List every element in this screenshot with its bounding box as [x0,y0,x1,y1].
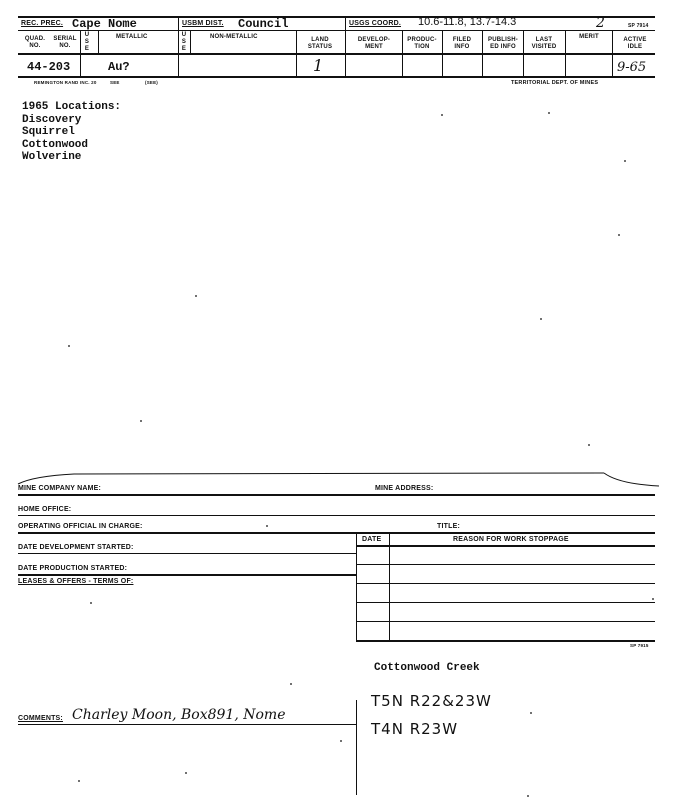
usgs-coord-value: 10.6-11.8, 13.7-14.3 [418,16,517,28]
land-status-value: 1 [313,56,324,75]
form-code-front: SP 7914 [628,23,649,29]
col-serial-no: SERIAL NO. [53,36,77,49]
mine-company-name-label: MINE COMPANY NAME: [18,485,102,492]
date-column-label: DATE [362,536,382,543]
quad-serial-value: 44-203 [27,60,71,74]
col-last-visited: LAST VISITED [531,37,557,50]
col-use-nonmetallic: U S E [181,32,187,52]
date-prod-started-label: DATE PRODUCTION STARTED: [18,565,128,572]
comments-label: COMMENTS: [18,715,63,722]
location-item: Wolverine [22,151,82,163]
home-office-label: HOME OFFICE: [18,506,72,513]
date-dev-started-label: DATE DEVELOPMENT STARTED: [18,544,134,551]
printer-code-2: (SEE) [145,80,159,85]
metallic-value: Au? [108,60,130,74]
printer-code-1: SEE [110,80,120,85]
location-item: Cottonwood [22,138,89,151]
operating-official-label: OPERATING OFFICIAL IN CHARGE: [18,523,143,530]
township-range-1: T5N R22&23W [371,692,492,710]
usbm-dist-label: USBM DIST. [182,20,224,27]
locations-block [22,101,121,164]
usgs-coord-label: USGS COORD. [349,20,401,27]
col-non-metallic: NON-METALLIC [210,34,258,40]
col-published-info: PUBLISH-ED INFO [488,37,518,50]
township-range-2: T4N R23W [371,720,459,738]
locations-title: 1965 Locations: [22,101,122,113]
torn-edge [14,470,664,490]
reason-column-label: REASON FOR WORK STOPPAGE [453,536,569,543]
col-land-status: LAND STATUS [307,37,333,50]
rec-prec-label: REC. PREC. [21,20,64,27]
mine-address-label: MINE ADDRESS: [375,485,434,492]
leases-offers-label: LEASES & OFFERS - TERMS OF: [18,578,134,585]
col-filed-info: FILED INFO [452,37,472,50]
location-item: Squirrel [22,126,75,138]
usbm-dist-value: Council [238,17,289,31]
form-code-back: SP 7915 [630,643,649,648]
col-development: DEVELOP-MENT [357,37,391,50]
col-quad-no: QUAD. NO. [24,36,46,49]
location-item: Discovery [22,113,82,126]
printer-text: REMINGTON RAND INC. 20 [34,80,97,85]
rec-prec-value: Cape Nome [72,17,137,31]
col-use-metallic: U S E [84,32,90,52]
top-right-mark: 2 [596,15,605,31]
active-idle-value: 9-65 [617,60,647,75]
col-merit: MERIT [579,34,599,40]
col-active-idle: ACTIVE IDLE [623,37,647,50]
territorial-dept: TERRITORIAL DEPT. OF MINES [511,80,599,86]
comments-value: Charley Moon, Box891, Nome [72,707,286,723]
col-metallic: METALLIC [116,34,148,40]
title-label: TITLE: [437,523,460,530]
creek-name: Cottonwood Creek [374,662,480,674]
col-production: PRODUC-TION [407,37,437,50]
